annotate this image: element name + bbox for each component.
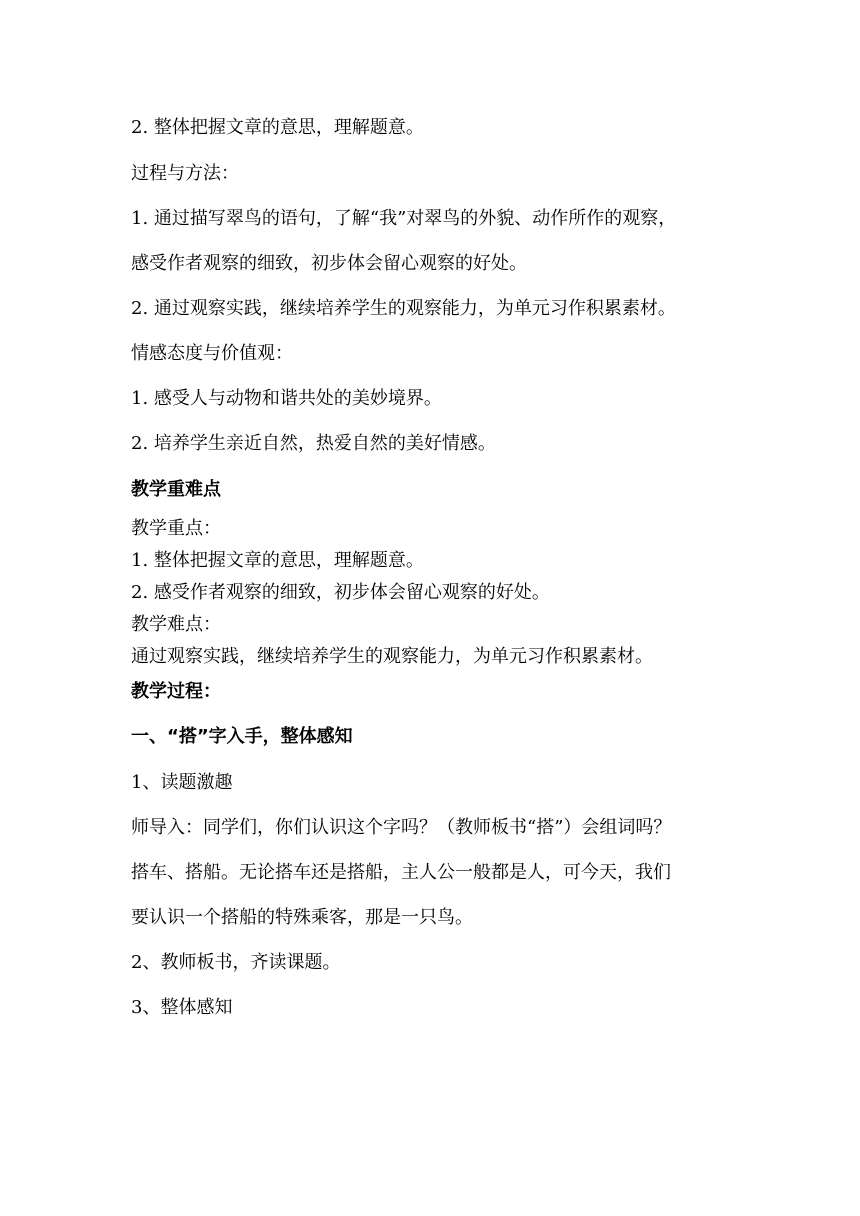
list-item: 1. 感受人与动物和谐共处的美妙境界。	[131, 388, 442, 409]
text-line: 师导入：同学们，你们认识这个字吗？（教师板书“搭”）会组词吗？	[131, 817, 672, 838]
section-heading: 教学重难点	[131, 479, 221, 500]
text-line: 1、读题激趣	[131, 772, 233, 793]
text-line: 1. 通过描写翠鸟的语句，了解“我”对翠鸟的外貌、动作所作的观察，	[131, 208, 677, 229]
text-line: 要认识一个搭船的特殊乘客，那是一只鸟。	[131, 907, 473, 928]
text-line: 情感态度与价值观：	[131, 343, 293, 364]
text-line: 3、整体感知	[131, 997, 233, 1018]
text-line: 通过观察实践，继续培养学生的观察能力，为单元习作积累素材。	[131, 646, 653, 667]
text-line: 2. 整体把握文章的意思，理解题意。	[131, 117, 424, 138]
subheading: 教学重点：	[131, 518, 221, 539]
section-heading: 教学过程：	[131, 681, 221, 702]
text-line: 2. 通过观察实践，继续培养学生的观察能力，为单元习作积累素材。	[131, 298, 676, 319]
subheading: 教学难点：	[131, 614, 221, 635]
text-line: 搭车、搭船。无论搭车还是搭船，主人公一般都是人，可今天，我们	[131, 862, 671, 883]
section-heading: 一、“搭”字入手，整体感知	[131, 726, 353, 747]
text-line: 过程与方法：	[131, 163, 239, 184]
text-line: 2、教师板书，齐读课题。	[131, 952, 341, 973]
list-item: 2. 培养学生亲近自然，热爱自然的美好情感。	[131, 433, 496, 454]
text-line: 2. 感受作者观察的细致，初步体会留心观察的好处。	[131, 582, 550, 603]
text-line: 感受作者观察的细致，初步体会留心观察的好处。	[131, 253, 527, 274]
text-line: 1. 整体把握文章的意思，理解题意。	[131, 550, 424, 571]
